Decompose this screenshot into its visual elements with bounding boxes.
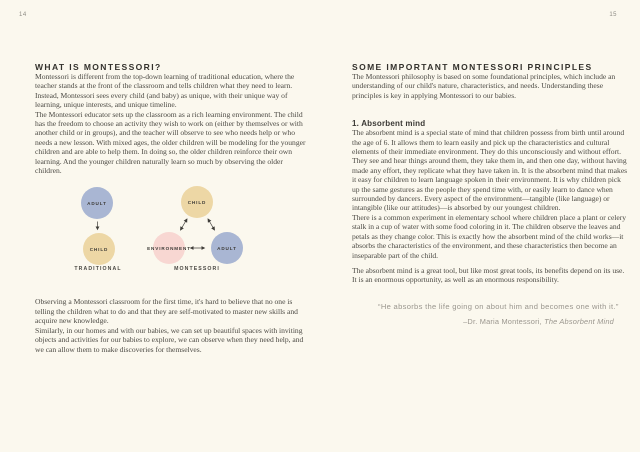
left-page-title: WHAT IS MONTESSORI? [35, 62, 162, 72]
traditional-caption: TRADITIONAL [74, 266, 122, 273]
circle-label: CHILD [89, 246, 109, 252]
intro-paragraph: The Montessori philosophy is based on some foundational principles, which include an understanding of our child's nature, characteristics, and needs. Understanding these principles is key in applying Montessori to our babies. [352, 72, 616, 100]
comparison-diagram [35, 185, 311, 277]
section-heading-absorbent-mind: 1. Absorbent mind [352, 119, 426, 129]
paragraph: Similarly, in our homes and with our babies, we can set up beautiful spaces with inviting objects and activities for our babies to explore, we can observe when they need help, and we can allow them to make discoveries for themselves. [35, 325, 304, 354]
left-page-content [35, 0, 311, 354]
page-number-left: 14 [19, 12, 27, 18]
paragraph: The absorbent mind is a special state of mind that children possess from birth until around the age of 6. It allows them to learn easily and pick up the characteristics and cultural elements of their immediate environment. They do this unconsciously and without effort. They see and hear things around them, they take them in, and then one day, without having made any effort, they replicate what they have taken in. It is the absorbent mind that makes it easy for children to learn language spoken in their environment. It is why children pick up the same gestures as the people they spend time with, or easily learn to dance when surrounded by dancers. Every aspect of the environment—tangible (like language) or intangible (like our attitudes)—is absorbed by our youngest children. [352, 128, 628, 213]
paragraph: There is a common experiment in elementary school where children place a plant or celery stalk in a cup of water with some food coloring in it. The children observe the leaves and petals as they change color. This is exactly how the absorbent mind of the child works—it absorbs the characteristics of the environment, and these characteristics then become an inseparable part of the child. [352, 212, 627, 260]
paragraph: The Montessori educator sets up the classroom as a rich learning environment. The child has the freedom to choose an activity they wish to work on (either by themselves or with another child or in groups), and the teacher will observe to see who needs help or who needs a new lesson. With mixed ages, the older children will be modeling for the younger children and are able to help them. In doing so, the older children reinforce their own learning. And the younger children naturally learn so much by observing the older children. [35, 109, 306, 176]
paragraph: Montessori is different from the top-down learning of traditional education, where the teacher stands at the front of the classroom and tells children what they need to learn. Instead, Montessori sees every child (and baby) as unique, with their unique way of learning, unique interests, and unique timeline. [35, 72, 295, 110]
paragraph: The absorbent mind is a great tool, but like most great tools, its benefits depend on its use. It is an enormous opportunity, as well as an enormous responsibility. [352, 265, 625, 285]
paragraph: Observing a Montessori classroom for the first time, it's hard to believe that no one is telling the children what to do and that they are self-motivated to master new skills and acquire new knowledge. [35, 297, 298, 326]
page-number-right: 15 [609, 12, 617, 18]
circle-label: CHILD [187, 199, 207, 205]
traditional-child-circle [83, 233, 115, 265]
right-page-title: SOME IMPORTANT MONTESSORI PRINCIPLES [352, 62, 593, 72]
montessori-child-circle [181, 186, 213, 218]
attribution-book-title: The Absorbent Mind [544, 316, 614, 326]
quote-attribution [352, 317, 614, 326]
circle-label: ADULT [217, 245, 237, 251]
circle-label: ENVIRONMENT [147, 245, 191, 251]
montessori-caption: MONTESSORI [174, 266, 220, 273]
right-page-content [352, 0, 628, 326]
montessori-adult-circle [211, 232, 243, 264]
circle-label: ADULT [87, 200, 107, 206]
pull-quote: “He absorbs the life going on about him and becomes one with it.” [378, 301, 619, 311]
traditional-adult-circle [81, 187, 113, 219]
page-right [320, 0, 640, 452]
diagram-arrows [35, 185, 311, 277]
montessori-environment-circle [147, 232, 191, 264]
attribution-author: –Dr. Maria Montessori, [463, 316, 545, 326]
